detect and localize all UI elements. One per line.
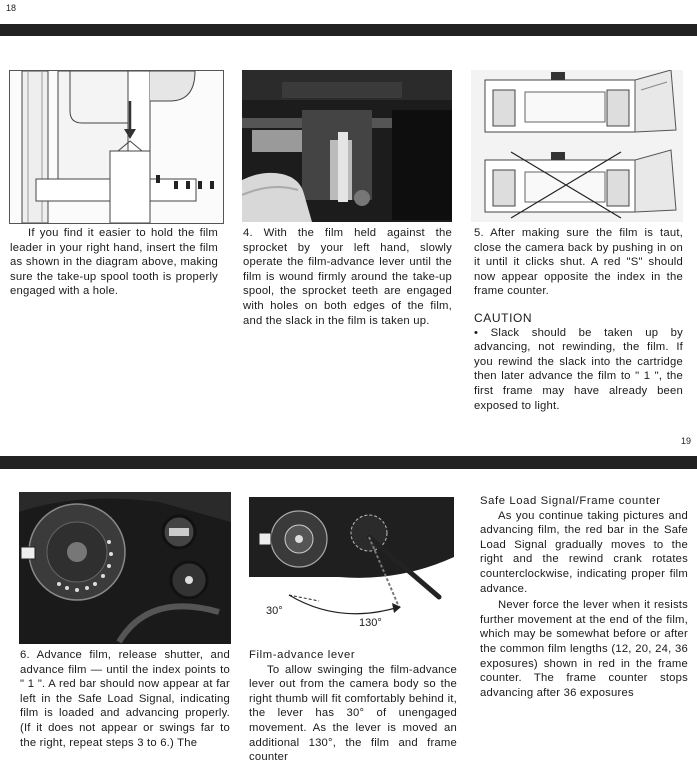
top-col2-text (243, 226, 452, 328)
sprocket-photo (242, 70, 452, 222)
film-advance-lever-heading: Film-advance lever (249, 649, 356, 661)
step-5-paragraph: 5. After making sure the film is taut, close the camera back by pushing in on it until it clicks shut. A red "S" should now appear opposite the index in the frame counter. (474, 227, 683, 298)
top-col1-text (10, 226, 218, 299)
safe-load-signal-heading: Safe Load Signal/Frame counter (480, 495, 661, 507)
caution-text: • Slack should be taken up by advancing, not rewinding, the film. If you rewind the slack into the cartridge then later advance the film to " 1 ", the first frame may have already been exposed to light. (474, 326, 683, 412)
page-number-18: 18 (6, 3, 17, 13)
bottom-col2-text (249, 648, 457, 765)
top-header-band (0, 24, 697, 36)
film-advance-lever-paragraph: To allow swinging the film-advance lever out from the camera body so the right thumb will fit comfortably behind it, the lever has 30° of unengaged movement. As the lever is moved an additional 130°, the film and frame counter (249, 663, 457, 764)
top-col3-text (474, 226, 683, 413)
page-number-19: 19 (681, 436, 692, 446)
caution-title: CAUTION (474, 310, 533, 325)
film-advance-lever-diagram (249, 497, 454, 632)
angle-label-130: 130° (359, 617, 382, 629)
camera-dial-photo (19, 492, 231, 644)
safe-load-paragraph-2: Never force the lever when it resists further movement at the end of the film, which may be somewhat before or after the common film lengths (12, 20, 24, 36 exposures) shown in red in the frame counter. The frame counter stops advancing after 36 exposures (480, 599, 688, 699)
bottom-header-band (0, 456, 697, 469)
step-6-paragraph: 6. Advance film, release shutter, and advance film — until the index points to " 1 ". A red bar should now appear at far left in the Safe Load Signal, indicating film is loaded and advancing properly. (If it does not appear or swings far to the right, repeat steps 3 to 6.) The (20, 649, 230, 749)
film-leader-paragraph: If you find it easier to hold the film leader in your right hand, insert the film as shown in the diagram above, making sure the take-up spool tooth is properly engaged with a hole. (10, 227, 218, 298)
safe-load-paragraph-1: As you continue taking pictures and advancing film, the red bar in the Safe Load Signal gradually moves to the right and the rewind crank rotates counterclockwise, indicating proper film advance. (480, 509, 688, 595)
bottom-col1-text (20, 648, 230, 750)
bottom-col3-text (480, 494, 688, 700)
film-leader-diagram (9, 70, 224, 224)
step-4-paragraph: 4. With the film held against the sprocket by your left hand, slowly operate the film-advance lever until the film is wound firmly around the take-up spool, the sprocket teeth are engaged with holes on both edges of the film, and the slack in the film is taken up. (243, 227, 452, 327)
camera-back-diagram (471, 70, 683, 222)
angle-label-30: 30° (266, 605, 283, 617)
